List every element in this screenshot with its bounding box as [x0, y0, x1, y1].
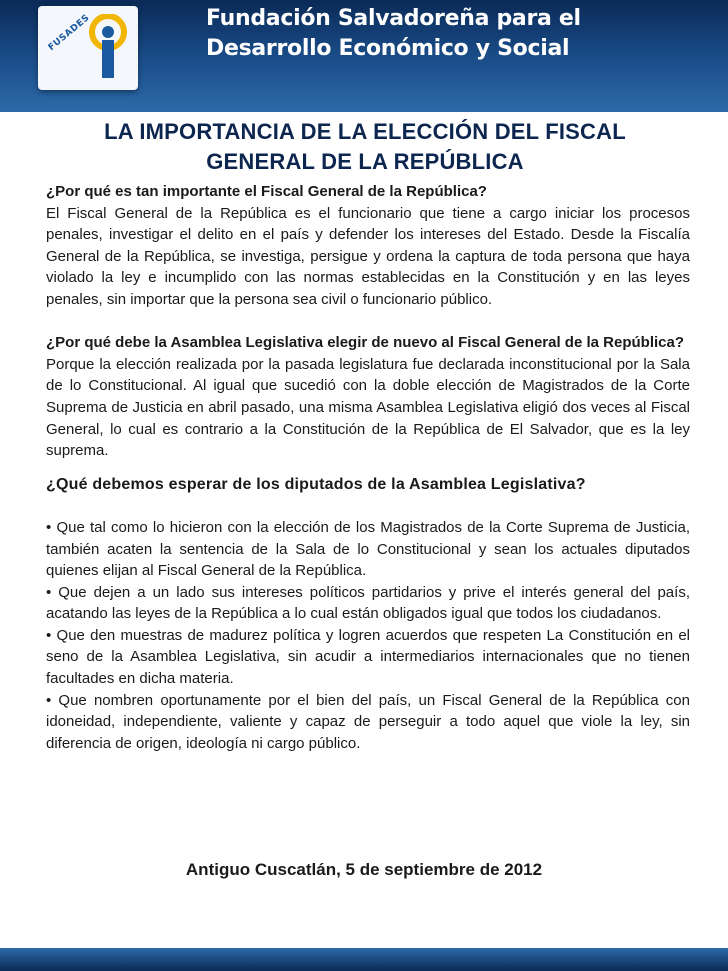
closing-place-date: Antiguo Cuscatlán, 5 de septiembre de 2012 [185, 860, 543, 879]
section1-body: El Fiscal General de la República es el funcionario que tiene a cargo iniciar los procesos penales, investigar el delito en el país y defender los intereses del Estado. Desde la Fiscalía General de la República, se investiga, persigue y ordena la captura de toda persona que haya violado la ley e incumplido con las normas establecidas en la Constitución y en las leyes penales, sin importar que la persona sea civil o funcionario público. [46, 204, 690, 308]
section1-question: ¿Por qué es tan importante el Fiscal General de la República? [46, 183, 487, 200]
organization-name-line1: Fundación Salvadoreña para el [206, 6, 581, 31]
header-banner [0, 0, 728, 112]
bullet-item: • Que den muestras de madurez política y logren acuerdos que respeten La Constitución en el seno de la Asamblea Legislativa, sin acudir a intermediarios internacionales que no tienen facultades en dicha materia. [46, 626, 690, 688]
article-body [46, 181, 690, 754]
logo-emblem-icon [84, 14, 132, 82]
page-title [40, 117, 690, 177]
section2-question: ¿Por qué debe la Asamblea Legislativa elegir de nuevo al Fiscal General de la República? [46, 334, 684, 352]
bullet-item: • Que tal como lo hicieron con la elección de los Magistrados de la Corte Suprema de Justicia, también acaten la sentencia de la Sala de lo Constitucional y sean los actuales diputados quienes elijan al Fiscal General de la República. [46, 518, 690, 580]
footer-bar [0, 948, 728, 971]
page-title-line2: GENERAL DE LA REPÚBLICA [206, 149, 524, 174]
logo-text: FUSADES [46, 12, 92, 54]
section2-body: Porque la elección realizada por la pasada legislatura fue declarada inconstitucional por la Sala de lo Constitucional. Al igual que sucedió con la doble elección de Magistrados de la Corte Suprema de Justicia en abril pasado, una misma Asamblea Legislativa eligió dos veces al Fiscal General, lo cual es contrario a la Constitución de la República de El Salvador, que es la ley suprema. [46, 355, 690, 460]
page-title-line1: LA IMPORTANCIA DE LA ELECCIÓN DEL FISCAL [104, 119, 626, 144]
fusades-logo [38, 6, 138, 90]
bullet-item: • Que nombren oportunamente por el bien del país, un Fiscal General de la República con idoneidad, independiente, valiente y capaz de perseguir a todo aquel que viole la ley, sin diferencia de origen, ideología ni cargo público. [46, 691, 690, 752]
bullet-item: • Que dejen a un lado sus intereses políticos partidarios y prive el interés general del país, acatando las leyes de la República a lo cual están obligados igual que todos los ciudadanos. [46, 583, 690, 623]
section3-question: ¿Qué debemos esperar de los diputados de la Asamblea Legislativa? [46, 475, 586, 493]
organization-name-line2: Desarrollo Económico y Social [206, 36, 570, 61]
organization-name [206, 4, 626, 64]
